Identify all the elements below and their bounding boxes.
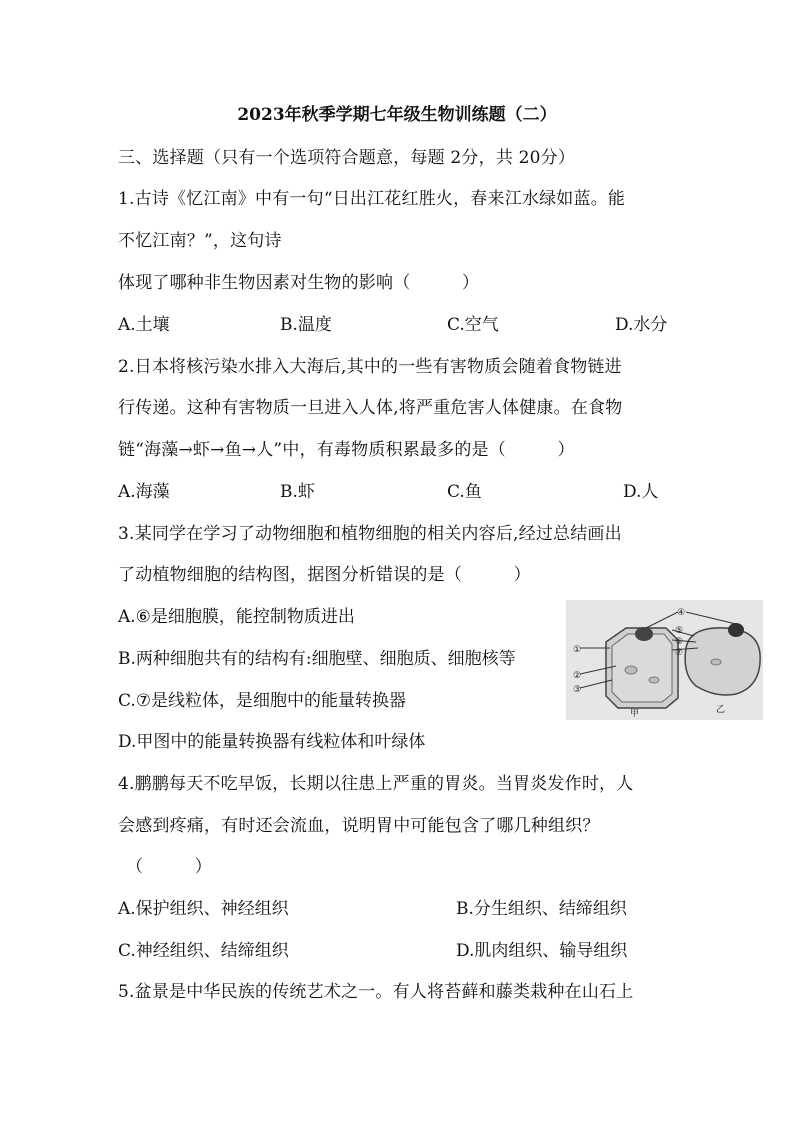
caption-yi: 乙: [716, 705, 726, 715]
q1-option-b: B.温度: [280, 315, 332, 335]
q3-option-c: C.⑦是线粒体，是细胞中的能量转换器: [118, 691, 407, 711]
q2-option-b: B.虾: [280, 482, 315, 502]
label-4: ④: [677, 608, 686, 618]
label-5: ⑤: [675, 626, 684, 636]
q4-line-3: （ ）: [126, 857, 212, 877]
q4-option-d: D.肌肉组织、输导组织: [456, 941, 628, 961]
q1-option-a: A.土壤: [118, 315, 170, 335]
q2-line-2: 行传递。这种有害物质一旦进入人体,将严重危害人体健康。在食物: [118, 398, 623, 418]
cell-diagram-svg: [566, 600, 763, 720]
q4-line-1: 4.鹏鹏每天不吃早饭，长期以往患上严重的胃炎。当胃炎发作时，人: [118, 774, 634, 794]
label-3: ③: [573, 685, 582, 695]
q2-option-a: A.海藻: [118, 482, 170, 502]
label-7: ⑦: [675, 648, 684, 658]
q5-line-1: 5.盆景是中华民族的传统艺术之一。有人将苔藓和藤类栽种在山石上: [118, 982, 634, 1002]
q3-line-1: 3.某同学在学习了动物细胞和植物细胞的相关内容后,经过总结画出: [118, 524, 622, 544]
label-1: ①: [573, 645, 582, 655]
exam-title: 2023年秋季学期七年级生物训练题（二）: [237, 105, 557, 125]
q2-option-d: D.人: [623, 482, 659, 502]
q3-line-2: 了动植物细胞的结构图，据图分析错误的是（ ）: [118, 565, 531, 585]
q4-line-2: 会感到疼痛，有时还会流血，说明胃中可能包含了哪几种组织？: [118, 816, 600, 836]
q3-option-b: B.两种细胞共有的结构有:细胞壁、细胞质、细胞核等: [118, 649, 516, 669]
caption-jia: 甲: [630, 709, 640, 719]
q1-line-1: 1.古诗《忆江南》中有一句“日出江花红胜火，春来江水绿如蓝。能: [118, 189, 626, 209]
q4-option-c: C.神经组织、结缔组织: [118, 941, 289, 961]
q1-line-3: 体现了哪种非生物因素对生物的影响（ ）: [118, 273, 480, 293]
q1-option-c: C.空气: [447, 315, 499, 335]
q2-line-3: 链“海藻→虾→鱼→人”中，有毒物质积累最多的是（ ）: [118, 440, 575, 460]
q3-option-d: D.甲图中的能量转换器有线粒体和叶绿体: [118, 732, 426, 752]
q4-option-b: B.分生组织、结缔组织: [456, 899, 627, 919]
label-6: ⑥: [675, 637, 684, 647]
q2-option-c: C.鱼: [447, 482, 482, 502]
cell-diagram: [566, 600, 763, 720]
q1-option-d: D.水分: [615, 315, 668, 335]
q4-option-a: A.保护组织、神经组织: [118, 899, 289, 919]
q3-option-a: A.⑥是细胞膜，能控制物质进出: [118, 607, 355, 627]
q2-line-1: 2.日本将核污染水排入大海后,其中的一些有害物质会随着食物链进: [118, 357, 622, 377]
q1-line-2: 不忆江南？”，这句诗: [118, 231, 282, 251]
label-2: ②: [573, 671, 582, 681]
section-heading: 三、选择题（只有一个选项符合题意，每题 2分，共 20分）: [118, 148, 576, 168]
